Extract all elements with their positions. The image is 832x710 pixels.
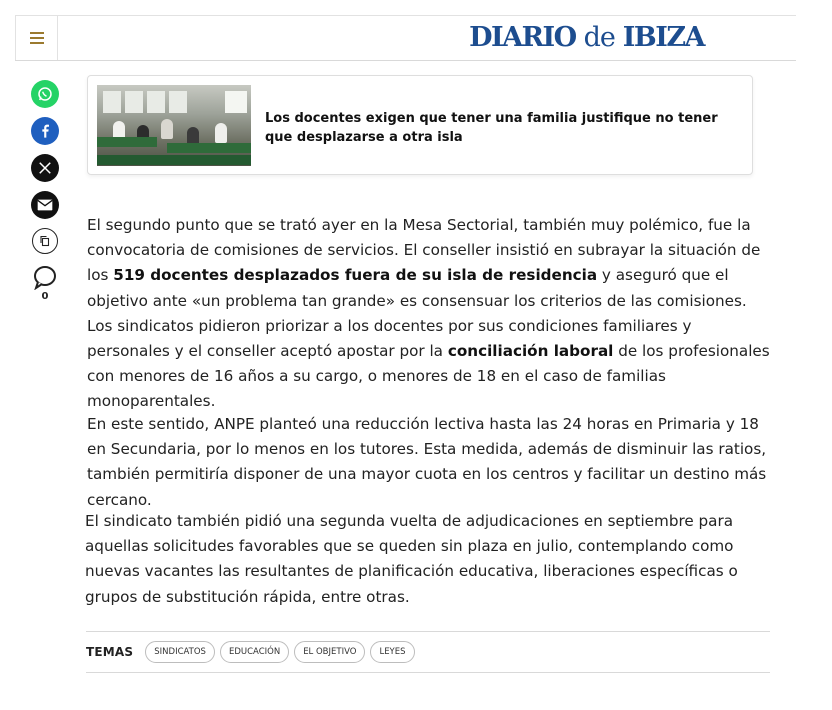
paragraph: El segundo punto que se trató ayer en la Mesa Sectorial, también muy polémico, fue la convocatoria de comisiones de servicios. El conseller insistió en subrayar la situación de los 519 docentes desplazados fuera de su isla de residencia y aseguró que el objetivo ante «un problema tan grande» es consensuar los criterios de las comisiones. Los sindicatos pidieron priorizar a los docentes por sus condiciones familiares y personales y el conseller aceptó apostar por la conciliación laboral de los profesionales con menores de 16 años a su cargo, o menores de 18 en el caso de familias monoparentales. (87, 216, 770, 411)
hamburger-icon (30, 29, 44, 47)
whatsapp-icon[interactable] (31, 80, 59, 108)
related-article-card[interactable] (87, 75, 753, 175)
mail-icon[interactable] (31, 191, 59, 219)
menu-button[interactable] (15, 16, 58, 60)
comment-icon[interactable] (31, 263, 59, 291)
tag-leyes[interactable]: LEYES (370, 641, 414, 663)
topics-bar (86, 631, 770, 673)
site-logo[interactable]: DIARIO de IBIZA (469, 22, 704, 53)
copy-link-icon[interactable] (32, 228, 58, 254)
tag-educacion[interactable]: EDUCACIÓN (220, 641, 289, 663)
share-bar (31, 80, 61, 302)
tag-el-objetivo[interactable]: EL OBJETIVO (294, 641, 365, 663)
paragraph: En este sentido, ANPE planteó una reducción lectiva hasta las 24 horas en Primaria y 18 en Secundaria, por lo menos en los tutores. Esta medida, además de disminuir las ratios, también permitiría disponer de una mayor cuota en los centros y facilitar un destino más cercano. (87, 415, 767, 509)
topics-label: TEMAS (86, 645, 134, 659)
site-header (15, 15, 796, 61)
related-article-headline[interactable]: Los docentes exigen que tener una familia justifique no tener que desplazarse a otra isla (265, 111, 718, 145)
comment-count: 0 (41, 291, 49, 302)
related-article-image[interactable] (97, 85, 251, 166)
paragraph: El sindicato también pidió una segunda vuelta de adjudicaciones en septiembre para aquellas solicitudes favorables que se queden sin plaza en julio, contemplando como nuevas vacantes las resultantes de planificación educativa, liberaciones específicas o grupos de substitución rápida, entre otras. (85, 512, 738, 606)
facebook-icon[interactable] (31, 117, 59, 145)
tag-sindicatos[interactable]: SINDICATOS (145, 641, 215, 663)
x-icon[interactable] (31, 154, 59, 182)
